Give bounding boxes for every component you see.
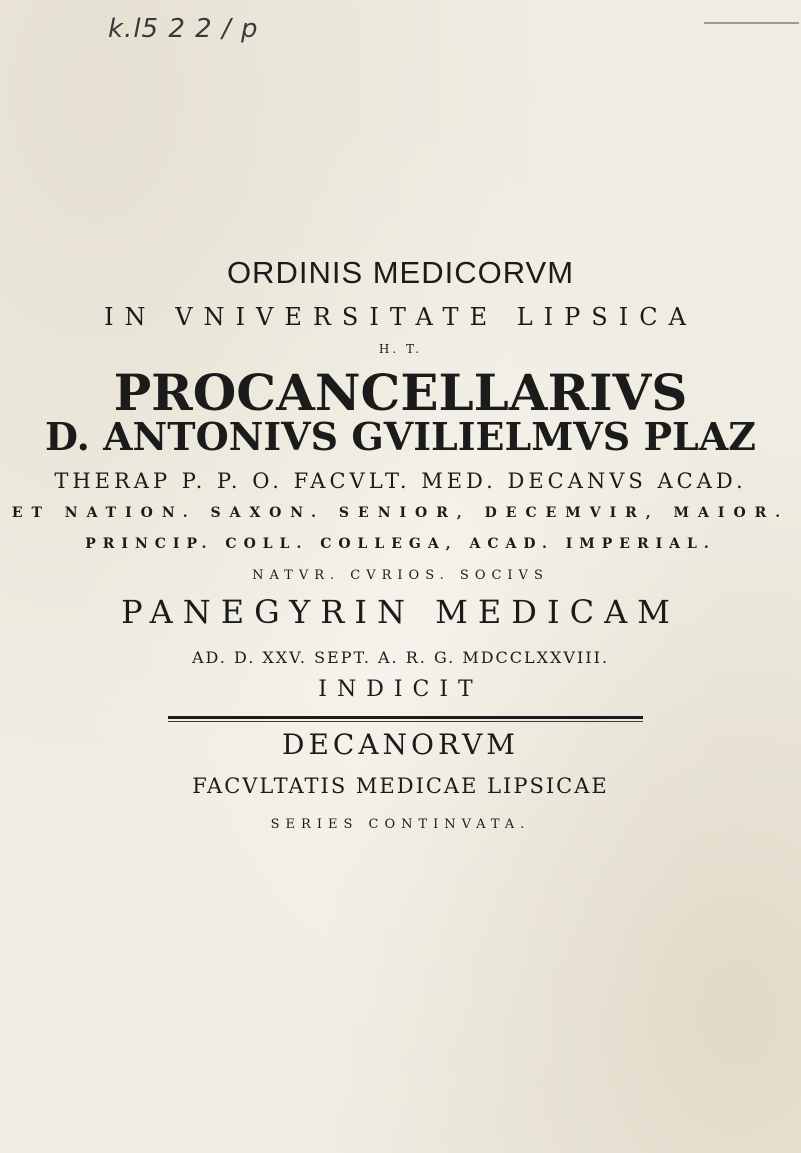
university-line: IN VNIVERSITATE LIPSICA: [104, 303, 697, 331]
facultatis-line: FACVLTATIS MEDICAE LIPSICAE: [192, 774, 609, 798]
corner-stamp: [704, 2, 799, 24]
handwritten-shelfmark: k.l5 2 2 / p: [108, 14, 259, 44]
indicit-line: INDICIT: [318, 677, 483, 702]
therap-line: THERAP P. P. O. FACVLT. MED. DECANVS ACAD.: [54, 469, 747, 493]
procancellarius-heading: PROCANCELLARIVS: [113, 363, 688, 422]
ordinis-heading: ORDINIS MEDICORVM: [226, 255, 575, 290]
series-line: SERIES CONTINVATA.: [270, 817, 531, 832]
date-line: AD. D. XXV. SEPT. A. R. G. MDCCLXXVIII.: [191, 648, 610, 667]
princip-line: PRINCIP. COLL. COLLEGA, ACAD. IMPERIAL.: [85, 536, 716, 552]
divider-thin: [168, 721, 643, 722]
nation-line: ET NATION. SAXON. SENIOR, DECEMVIR, MAIOR.: [11, 505, 790, 521]
author-name: D. ANTONIVS GVILIELMVS PLAZ: [45, 414, 756, 459]
decanorum-heading: DECANORVM: [282, 728, 519, 761]
ht-line: H. T.: [378, 342, 423, 356]
panegyrin-heading: PANEGYRIN MEDICAM: [121, 593, 680, 631]
natur-line: NATVR. CVRIOS. SOCIVS: [252, 568, 549, 583]
divider-thick: [168, 716, 643, 719]
